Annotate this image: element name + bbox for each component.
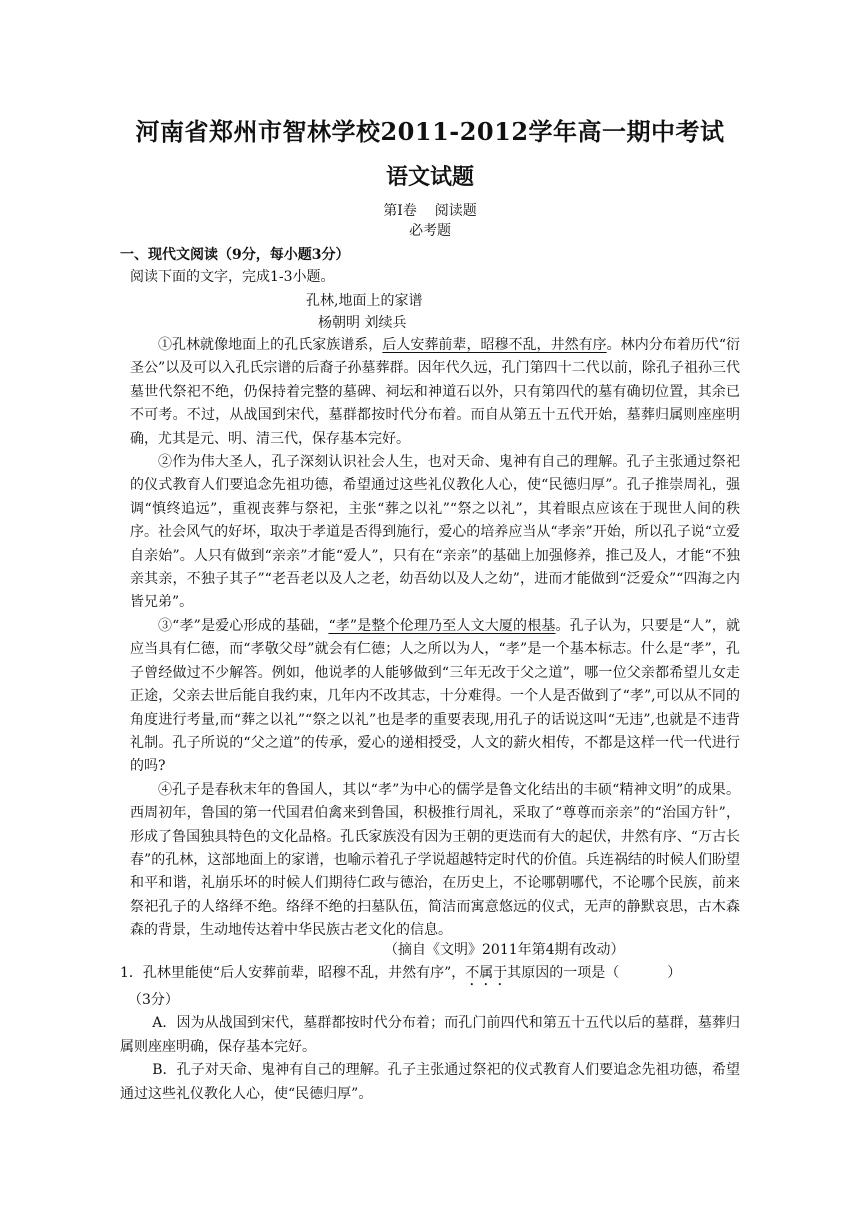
article-authors: 杨朝明 刘续兵 (318, 315, 407, 331)
volume-name: 阅读题 (434, 203, 477, 219)
question-1-stem (120, 962, 740, 989)
question-1-score: （3分） (128, 992, 179, 1008)
question-1 (120, 962, 740, 1106)
article-body (130, 334, 740, 943)
section-instruction: 阅读下面的文字，完成1-3小题。 (130, 269, 335, 285)
article-title: 孔林,地面上的家谱 (306, 293, 423, 309)
paragraph-3-rest: 。孔子认为，只要是“人”，就应当具有仁德，而“孝敬父母”就会有仁德；人之所以为人，“孝”是一个基本标志。什么是“孝”，孔子曾经做过不少解答。例如，他说孝的人能够做到“三年无改于父之道”，哪一位父亲都希望儿女走正途，父亲去世后能自我约束，几年内不改其志，十分难得。一个人是否做到了“孝”,可以从不同的角度进行考量,而“葬之以礼”“祭之以礼”也是孝的重要表现,用孔子的话说这叫“无违”,也就是不违背礼制。孔子所说的“父之道”的传承，爱心的递相授受，人文的薪火相传，不都是这样一代一代进行的吗? (130, 617, 740, 775)
paragraph-3-start: ③“孝”是爱心形成的基础， (158, 617, 329, 634)
paragraph-1 (130, 334, 740, 451)
underlined-phrase: 后人安葬前辈，昭穆不乱，井然有序 (382, 337, 607, 353)
paragraph-3 (130, 615, 740, 779)
underlined-sentence: “孝”是整个伦理乃至人文大厦的根基 (328, 617, 556, 634)
question-stem-end: 其原因的一项是（ (507, 965, 620, 981)
article-source: （摘自《文明》2011年第4期有改动） (384, 942, 625, 958)
emphasized-words: 不属于 (465, 965, 508, 981)
question-stem-start: 1．孔林里能使“后人安葬前辈，昭穆不乱，井然有序”， (120, 965, 466, 981)
paragraph-2: ②作为伟大圣人，孔子深刻认识社会人生，也对天命、鬼神有自己的理解。孔子主张通过祭祀的仪式教育人们要追念先祖功德，希望通过这些礼仪教化人心，使“民德归厚”。孔子推崇周礼，强调“慎终追远”，重视丧葬与祭祀，主张“葬之以礼”“祭之以礼”，其着眼点应该在于现世人间的秩序。社会风气的好坏，取决于孝道是否得到施行，爱心的培养应当从“孝亲”开始，所以孔子说“立爱自亲始”。人只有做到“亲亲”才能“爱人”，只有在“亲亲”的基础上加强修养，推己及人，才能“不独亲其亲，不独子其子”“老吾老以及人之老，幼吾幼以及人之幼”，进而才能做到“泛爱众”“四海之内皆兄弟”。 (130, 454, 740, 611)
question-stem-close: ） (667, 965, 682, 981)
required-label: 必考题 (409, 223, 451, 239)
exam-subtitle: 语文试题 (385, 164, 474, 190)
section-heading: 一、现代文阅读（9分，每小题3分） (120, 247, 350, 263)
option-a[interactable]: A．因为从战国到宋代，墓群都按时代分布着；而孔门前四代和第五十五代以后的墓群，墓葬归属则座座明确，保存基本完好。 (120, 1015, 740, 1055)
exam-title: 河南省郑州市智林学校2011-2012学年高一期中考试 (135, 117, 725, 146)
volume-heading (0, 200, 860, 220)
option-b[interactable]: B．孔子对天命、鬼神有自己的理解。孔子主张通过祭祀的仪式教育人们要追念先祖功德，希望通过这些礼仪教化人心，使“民德归厚”。 (120, 1062, 740, 1102)
paragraph-4: ④孔子是春秋末年的鲁国人，其以“孝”为中心的儒学是鲁文化结出的丰硕“精神文明”的成果。西周初年，鲁国的第一代国君伯禽来到鲁国，积极推行周礼，采取了“尊尊而亲亲”的“治国方针”，形成了鲁国独具特色的文化品格。孔氏家族没有因为王朝的更迭而有大的起伏，井然有序、“万古长春”的孔林，这部地面上的家谱，也喻示着孔子学说超越特定时代的价值。兵连祸结的时候人们盼望和平和谐，礼崩乐坏的时候人们期待仁政与德治，在历史上，不论哪朝哪代，不论哪个民族，前来祭祀孔子的人络绎不绝。络绎不绝的扫墓队伍，简洁而寓意悠远的仪式，无声的静默哀思，古木森森的背景，生动地传达着中华民族古老文化的信息。 (130, 781, 740, 939)
paragraph-1-rest: 。林内分布着历代“衍圣公”以及可以入孔氏宗谱的后裔子孙墓葬群。因年代久远，孔门第四十二代以前，除孔子祖孙三代墓世代祭祀不绝，仍保持着完整的墓碑、祠坛和神道石以外，只有第四代的墓有确切位置，其余已不可考。不过，从战国到宋代，墓群都按时代分布着。而自从第五十五代开始，墓葬归属则座座明确，尤其是元、明、清三代，保存基本完好。 (130, 337, 740, 447)
volume-label: 第Ⅰ卷 (383, 203, 417, 219)
paragraph-1-start: ①孔林就像地面上的孔氏家族谱系， (158, 337, 383, 353)
